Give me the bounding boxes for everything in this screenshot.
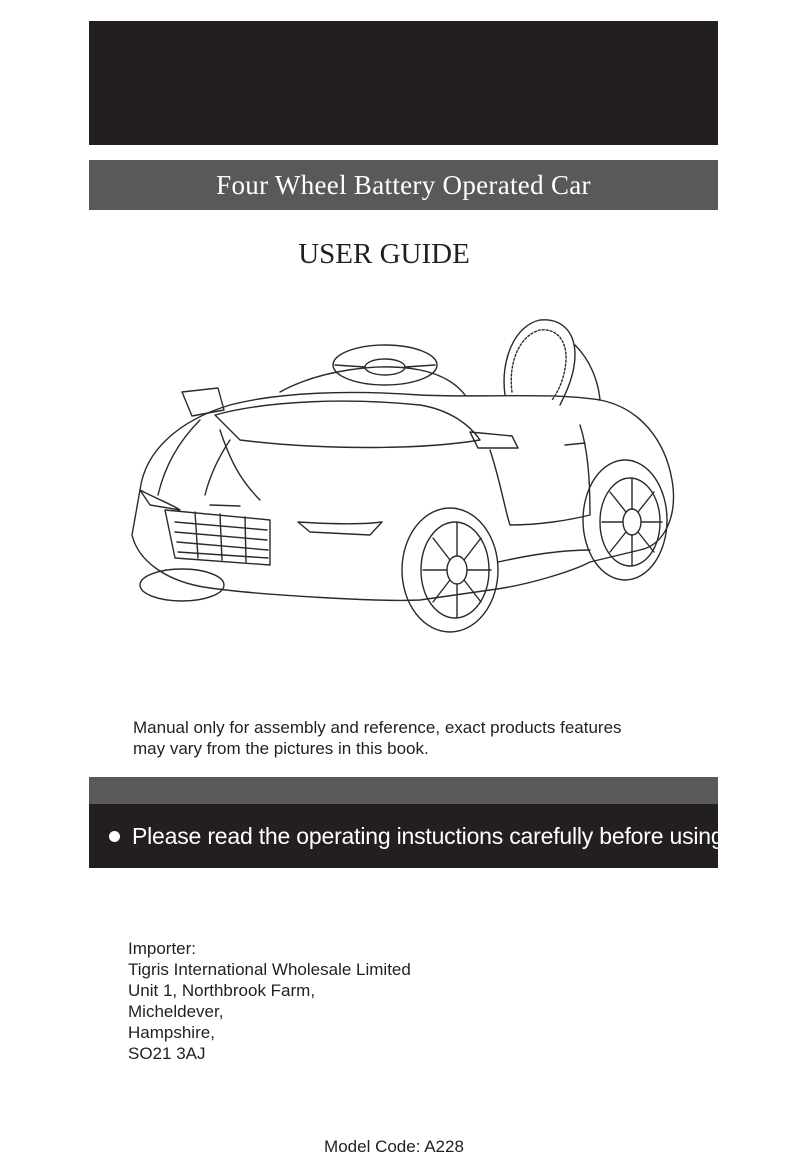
notice-bar: [89, 804, 730, 868]
model-code: Model Code: A228: [324, 1137, 464, 1156]
importer-address-line-2: Micheldever,: [128, 1002, 224, 1021]
bullet-icon: [109, 831, 120, 842]
importer-postcode: SO21 3AJ: [128, 1044, 206, 1063]
product-title-bar: [89, 160, 718, 210]
notice-text: Please read the operating instuctions carefully before using.: [132, 822, 730, 849]
disclaimer-line-1: Manual only for assembly and reference, exact products features: [133, 718, 622, 737]
importer-address-line-3: Hampshire,: [128, 1023, 215, 1042]
page-title: USER GUIDE: [298, 238, 470, 270]
disclaimer-line-2: may vary from the pictures in this book.: [133, 739, 429, 758]
importer-address-line-1: Unit 1, Northbrook Farm,: [128, 981, 316, 1000]
importer-label: Importer:: [128, 939, 197, 958]
ride-on-car-icon: [120, 300, 690, 650]
importer-company: Tigris International Wholesale Limited: [128, 960, 411, 979]
importer-address: [128, 938, 411, 1064]
disclaimer-text: [133, 717, 693, 759]
top-black-banner: [89, 21, 718, 145]
divider-band: [89, 777, 718, 804]
product-title: Four Wheel Battery Operated Car: [216, 169, 591, 200]
